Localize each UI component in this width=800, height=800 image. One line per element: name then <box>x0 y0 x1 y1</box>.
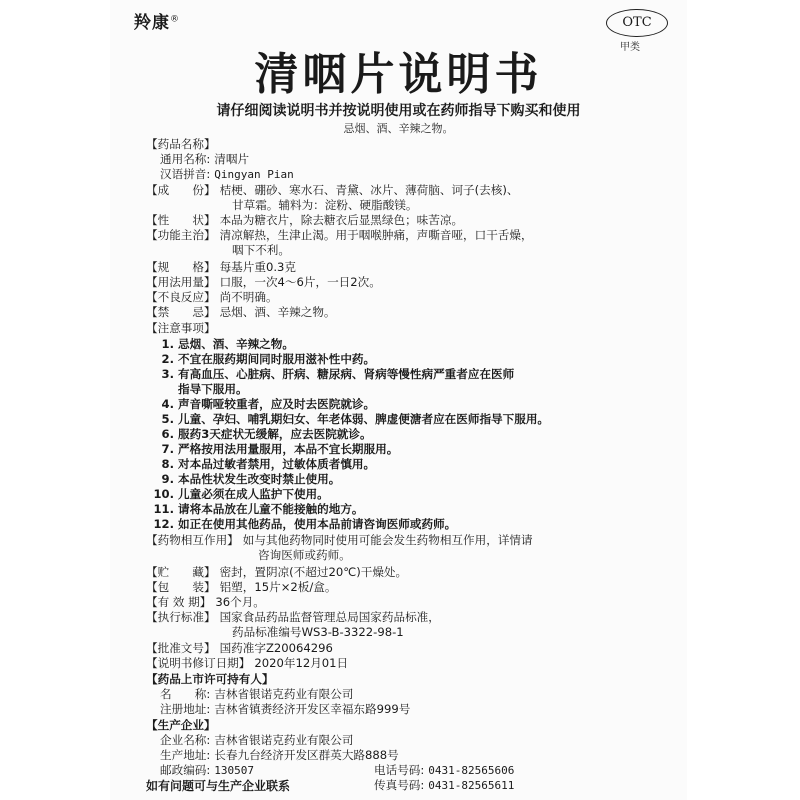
precaution-item: 8. 对本品过敏者禁用，过敏体质者慎用。 <box>161 457 376 471</box>
properties-row: 【性 状】 本品为糖衣片，除去糖衣后显黑绿色；味苦凉。 <box>146 213 464 227</box>
precaution-item: 1. 忌烟、酒、辛辣之物。 <box>161 337 294 351</box>
generic-name-row: 通用名称: 清咽片 <box>160 152 250 166</box>
contraindications-row: 【禁 忌】 忌烟、酒、辛辣之物。 <box>146 305 336 319</box>
interactions-cont: 咨询医师或药师。 <box>258 548 351 562</box>
indications-row: 【功能主治】 清凉解热，生津止渴。用于咽喉肿痛，声嘶音哑，口干舌燥， <box>146 228 533 242</box>
page-title: 清咽片说明书 <box>254 49 543 100</box>
precaution-item: 12. 如正在使用其他药品，使用本品前请咨询医师或药师。 <box>153 517 457 531</box>
mah-name-row: 名 称: 吉林省银诺克药业有限公司 <box>160 687 354 701</box>
fax-row: 传真号码: 0431-82565611 <box>374 778 515 792</box>
manufacturer-heading: 【生产企业】 <box>146 718 216 732</box>
precaution-item: 3. 有高血压、心脏病、肝病、糖尿病、肾病等慢性病严重者应在医师 <box>161 367 515 381</box>
usage-notice: 请仔细阅读说明书并按说明使用或在药师指导下购买和使用 <box>216 103 581 119</box>
precaution-item: 10. 儿童必须在成人监护下使用。 <box>153 487 329 501</box>
approval-row: 【批准文号】 国药准字Z20064296 <box>146 641 333 655</box>
mah-heading: 【药品上市许可持有人】 <box>146 672 274 686</box>
otc-badge: OTC <box>606 9 668 37</box>
standard-cont: 药品标准编号WS3-B-3322-98-1 <box>232 625 404 639</box>
dosage-row: 【用法用量】 口服，一次4～6片，一日2次。 <box>146 275 381 289</box>
precaution-item: 6. 服药3天症状无缓解，应去医院就诊。 <box>161 427 372 441</box>
adverse-row: 【不良反应】 尚不明确。 <box>146 290 278 304</box>
standard-row: 【执行标准】 国家食品药品监督管理总局国家药品标准， <box>146 610 440 624</box>
ingredients-cont: 甘草霜。辅料为：淀粉、硬脂酸镁。 <box>232 198 418 212</box>
precautions-heading: 【注意事项】 <box>146 321 216 335</box>
precaution-item: 5. 儿童、孕妇、哺乳期妇女、年老体弱、脾虚便溏者应在医师指导下服用。 <box>161 412 550 426</box>
drug-name-heading: 【药品名称】 <box>146 137 216 151</box>
storage-row: 【贮 藏】 密封，置阴凉(不超过20℃)干燥处。 <box>146 565 408 579</box>
precaution-item: 4. 声音嘶哑较重者，应及时去医院就诊。 <box>161 397 376 411</box>
interactions-row: 【药物相互作用】 如与其他药物同时使用可能会发生药物相互作用，详情请 <box>146 533 533 547</box>
manufacturer-address-row: 生产地址: 长春九台经济开发区群英大路888号 <box>160 748 399 762</box>
precaution-item: 11. 请将本品放在儿童不能接触的地方。 <box>153 502 364 516</box>
zip-row: 邮政编码: 130507 <box>160 763 255 777</box>
phone-row: 电话号码: 0431-82565606 <box>374 763 515 777</box>
validity-row: 【有 效 期】 36个月。 <box>146 595 265 609</box>
package-row: 【包 装】 铝塑，15片×2板/盒。 <box>146 580 337 594</box>
mah-address-row: 注册地址: 吉林省镇赉经济开发区幸福东路999号 <box>160 702 411 716</box>
ingredients-row: 【成 份】 桔梗、硼砂、寒水石、青黛、冰片、薄荷脑、诃子(去核)、 <box>146 183 519 197</box>
precaution-item: 9. 本品性状发生改变时禁止使用。 <box>161 472 341 486</box>
brand-logo: 羚康® <box>134 13 180 33</box>
spec-row: 【规 格】 每基片重0.3克 <box>146 260 296 274</box>
manufacturer-name-row: 企业名称: 吉林省银诺克药业有限公司 <box>160 733 354 747</box>
otc-class: 甲类 <box>620 42 640 53</box>
contact-note: 如有问题可与生产企业联系 <box>146 779 291 793</box>
revision-row: 【说明书修订日期】 2020年12月01日 <box>146 656 349 670</box>
precaution-item-cont: 指导下服用。 <box>178 382 248 396</box>
pinyin-row: 汉语拼音: Qingyan Pian <box>160 167 294 181</box>
precaution-item: 2. 不宜在服药期间同时服用滋补性中药。 <box>161 352 376 366</box>
indications-cont: 咽下不利。 <box>232 243 290 257</box>
warning-notice: 忌烟、酒、辛辣之物。 <box>343 122 454 135</box>
precaution-item: 7. 严格按用法用量服用，本品不宜长期服用。 <box>161 442 399 456</box>
